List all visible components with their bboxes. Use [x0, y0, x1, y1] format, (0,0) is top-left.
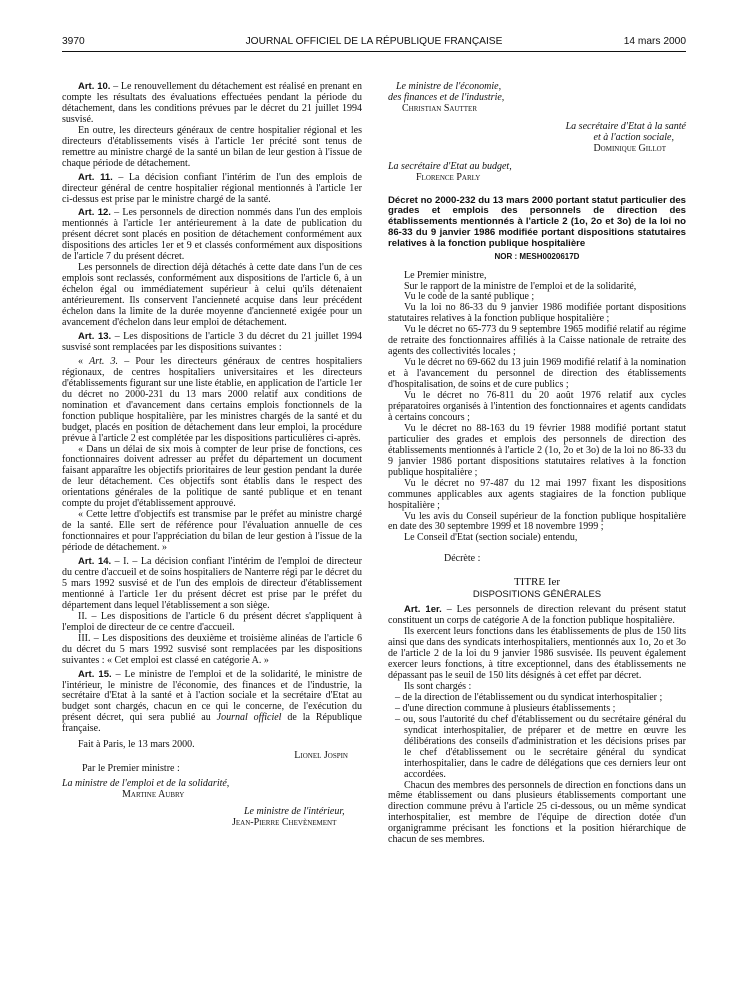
signature-emploi: Martine Aubry [122, 789, 185, 801]
article-14-para-3: III. – Les dispositions des deuxième et troisième alinéas de l'article 6 du décret du 5 mars 1992 susvisé sont remplacées par les dispositions suivantes : « Cet emploi est classé en catégorie A. » [62, 632, 362, 666]
decrete: Décrète : [444, 553, 481, 565]
visa-decret-69-662: Vu le décret no 69-662 du 13 juin 1969 modifié relatif à la nomination et à l'avancement du personnel de direction des établissements d'hospitalisation, de soins et de cure publics ; [388, 357, 686, 391]
role-economie-2: des finances et de l'industrie, [388, 91, 505, 103]
list-item: – de la direction de l'établissement ou du syndicat interhospitalier ; [395, 691, 663, 703]
article-14-para-2: II. – Les dispositions de l'article 6 du présent décret s'appliquent à l'emploi de directeur de ce centre d'accueil. [62, 610, 362, 633]
article-1-para-2: Ils exercent leurs fonctions dans les établissements de plus de 150 lits ainsi que dans des syndicats interhospitaliers, mentionnés aux 1o, 2o et 3o de l'article 2 de la loi du 9 janvier 1986 susvisée. Ils peuvent également exercer leurs fonctions, à titre exceptionnel, dans des établissements ne dépassant pas le seuil de 150 lits désignés à cet effet par décret. [388, 626, 686, 681]
article-13-quote-1: « Art. 3. – Pour les directeurs généraux de centres hospitaliers régionaux, de centres hospitaliers universitaires et les directeurs d'établissements figurant sur une liste établie, en application de l'article 1er du décret no 2000-231 du 13 mars 2000 relatif aux conditions de nomination et d'avancement dans certains emplois fonctionnels de la fonction publique hospitalière, par les ministres chargés de la santé et du budget, placés en position de détachement dans leur emploi, la procédure prévue à l'article 2 est complétée par les dispositions particulières ci-après. [62, 355, 363, 444]
visa-decret-97-487: Vu le décret no 97-487 du 12 mai 1997 fixant les dispositions communes applicables aux agents stagiaires de la fonction publique hospitalière ; [388, 477, 686, 511]
role-economie-1: Le ministre de l'économie, [396, 81, 502, 92]
journal-title: JOURNAL OFFICIEL DE LA RÉPUBLIQUE FRANÇAISE [245, 36, 503, 47]
visa-decret-65-773: Vu le décret no 65-773 du 9 septembre 1965 modifié relatif au régime de retraite des fonctionnaires affiliés à la Caisse nationale de retraite des agents des collectivités locales ; [388, 324, 686, 358]
left-column [62, 82, 362, 829]
right-column [388, 82, 686, 846]
signature-sante: Dominique Gillot [593, 142, 666, 154]
article-1-para-3: Ils sont chargés : [404, 680, 472, 692]
role-sante-2: et à l'action sociale, [593, 131, 674, 143]
nor-reference: NOR : MESH0020617D [494, 251, 580, 261]
article-13-quote-3: « Cette lettre d'objectifs est transmise par le préfet au ministre chargé de la santé. Elle sert de référence pour l'évaluation annuelle de ces fonctionnaires et pour l'appréciation du bilan de leur gestion à l'issue de la période de détachement. » [62, 509, 362, 554]
signature-interieur: Jean-Pierre Chevènement [232, 817, 337, 828]
done-at: Fait à Paris, le 13 mars 2000. [78, 739, 195, 751]
article-1-para-4: Chacun des membres des personnels de direction en fonctions dans un même établissement ou dans plusieurs établissements comportant une direction commune prévu à l'article 25 ci-dessous, ou un même syndicat interhospitalier, est membre de l'équipe de direction dotée d'un organigramme précisant les fonctions et la position hiérarchique de chacun de ses membres. [388, 779, 686, 846]
signature-budget: Florence Parly [416, 171, 481, 183]
header-rule [62, 51, 686, 52]
visa-avis-conseil: Vu les avis du Conseil supérieur de la fonction publique hospitalière en date des 30 septembre 1999 et 18 novembre 1999 ; [388, 510, 686, 533]
visa-decret-88-163: Vu le décret no 88-163 du 19 février 1988 modifié portant statut particulier des grades et emplois des personnels de direction des établissements mentionnés à l'article 2 (1o, 2o et 3o) de la loi no 86-33 du 9 janvier 1986 portant dispositions statutaires relatives à la fonction publique hospitalière ; [388, 422, 686, 478]
decree-title: Décret no 2000-232 du 13 mars 2000 portant statut particulier des grades et emplois des personnels de direction des établissements mentionnés à l'article 2 (1o, 2o et 3o) de la loi no 86-33 du 9 janvier 1986 modifiée portant dispositions statutaires relatives à la fonction publique hospitalière [388, 194, 686, 249]
visa-premier-ministre: Le Premier ministre, [404, 269, 487, 281]
article-12-para-2: Les personnels de direction déjà détachés à cette date dans l'un de ces emplois sont reclassés, conformément aux dispositions de l'article 6, à un échelon égal ou immédiatement supérieur à celui qu'ils détenaient antérieurement. Ils conservent l'ancienneté acquise dans leur précédent échelon dans la limite de la durée moyenne d'ancienneté exigée pour un avancement d'échelon dans leur emploi de détachement. [62, 262, 362, 329]
article-1: Art. 1er. – Les personnels de direction relevant du présent statut constituent un corps de catégorie A de la fonction publique hospitalière. [388, 604, 686, 627]
page-number: 3970 [62, 36, 85, 47]
issue-date: 14 mars 2000 [623, 36, 686, 47]
article-15: Art. 15. – Le ministre de l'emploi et de la solidarité, le ministre de l'intérieur, le ministre de l'économie, des finances et de l'industrie, la secrétaire d'Etat à la santé et à l'action sociale et la secrétaire d'Etat au budget sont chargés, chacun en ce qui le concerne, de l'exécution du présent décret, qui sera publié au Journal officiel de la République française. [62, 668, 363, 735]
page-header [62, 36, 686, 50]
titre-1: TITRE Ier [513, 576, 561, 589]
article-13: Art. 13. – Les dispositions de l'article 3 du décret du 21 juillet 1994 susvisé sont remplacées par les dispositions suivantes : [62, 330, 362, 353]
article-14: Art. 14. – I. – La décision confiant l'intérim de l'emploi de directeur du centre d'accueil et de soins hospitaliers de Nanterre régi par le décret du 5 mars 1992 susvisé et de l'un des emplois de directeur d'établissement mentionné à l'article 1er du présent décret est prise par le préfet du département dans lequel l'établissement a son siège. [62, 556, 362, 611]
list-item: – d'une direction commune à plusieurs établissements ; [395, 702, 616, 714]
visa-decret-76-811: Vu le décret no 76-811 du 20 août 1976 relatif aux cycles préparatoires organisés à l'intention des fonctionnaires et agents candidats à certains concours ; [388, 390, 686, 423]
signature-economie: Christian Sautter [402, 102, 478, 114]
role-sante-1: La secrétaire d'Etat à la santé [565, 120, 686, 132]
visa-loi-86-33: Vu la loi no 86-33 du 9 janvier 1986 modifiée portant dispositions statutaires relatives à la fonction publique hospitalière ; [388, 302, 686, 325]
article-13-quote-2: « Dans un délai de six mois à compter de leur prise de fonctions, ces fonctionnaires doivent adresser au préfet du département un document faisant apparaître les objectifs prioritaires de leur gestion pendant la durée de leur détachement. Ces objectifs sont établis dans le respect des orientations générales de la politique de santé publique et en tenant compte du projet d'établissement approuvé. [62, 443, 362, 510]
role-budget: La secrétaire d'Etat au budget, [388, 160, 512, 172]
signature-prime-minister: Lionel Jospin [294, 750, 348, 762]
article-10-para-2: En outre, les directeurs généraux de centre hospitalier régional et les directeurs d'établissements visés à l'article 1er précité sont tenus de remettre au ministre chargé de la santé un bilan de leur gestion à l'issue de chaque période de détachement. [62, 124, 362, 169]
dispositions-generales: DISPOSITIONS GÉNÉRALES [472, 589, 602, 601]
visa-conseil-etat: Le Conseil d'Etat (section sociale) entendu, [404, 532, 578, 544]
article-11: Art. 11. – La décision confiant l'intérim de l'un des emplois de directeur général de centre hospitalier régional mentionnés à l'article 1er ci-dessus est prise par le ministre chargé de la santé. [62, 171, 362, 205]
role-emploi: La ministre de l'emploi et de la solidarité, [62, 778, 230, 790]
list-item: – ou, sous l'autorité du chef d'établissement ou du secrétaire général du syndicat interhospitalier, de préparer et de mettre en œuvre les délibérations des conseils d'administration et les décisions prises par le chef d'établissement ou le secrétaire général du syndicat interhospitalier, dans le cadre de délégations que ces derniers leur ont accordées. [395, 713, 686, 780]
visa-rapport: Sur le rapport de la ministre de l'emploi et de la solidarité, [404, 280, 637, 292]
article-10: Art. 10. – Le renouvellement du détachement est réalisé en prenant en compte les résultats des évaluations effectuées pendant la période du détachement, dans les conditions prévues par le décret du 21 juillet 1994 susvisé. [62, 81, 362, 125]
article-12: Art. 12. – Les personnels de direction nommés dans l'un des emplois mentionnés à l'article 1er antérieurement à la date de publication du présent décret sont placés en position de détachement conformément aux dispositions des articles 1er et 9 et classés conformément aux dispositions de l'article 7 du présent décret. [62, 207, 362, 263]
visa-code-sante: Vu le code de la santé publique ; [404, 291, 535, 303]
by-prime-minister: Par le Premier ministre : [82, 763, 180, 775]
role-interieur: Le ministre de l'intérieur, [244, 806, 345, 818]
